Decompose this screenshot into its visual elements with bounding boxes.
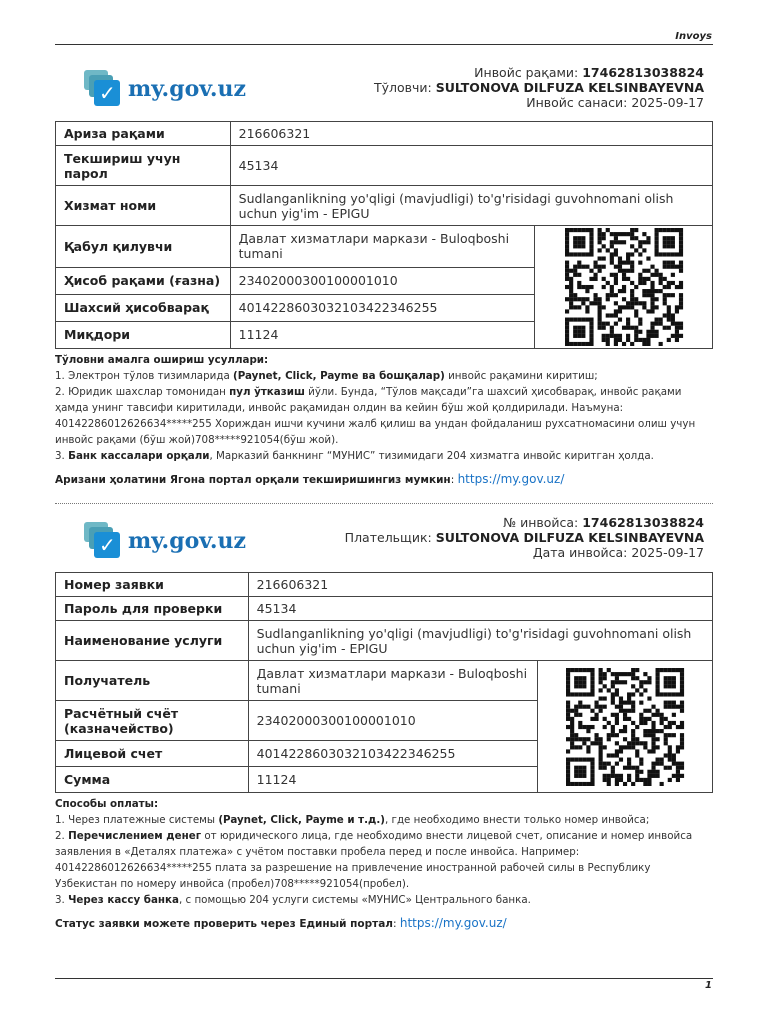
checkmark-logo-icon: ✓ [84,522,126,560]
portal-link[interactable]: https://my.gov.uz/ [457,472,565,486]
table-row: Қабул қилувчи Давлат хизматлари маркази - Buloqboshi tumani [56,226,713,268]
qr-cell [535,226,713,349]
portal-link[interactable]: https://my.gov.uz/ [399,916,507,930]
payment-methods-uz: Тўловни амалга ошириш усуллари: 1. Электрон тўлов тизимларида (Paynet, Click, Payme ва бошқалар) инвойс рақамини киритиш; 2. Юридик шахслар томонидан пул ўтказиш йўли. Бунда, “Тўлов мақсади”га шахсий ҳисобварақ, инвойс рақами ҳамда унинг тавсифи киритилади, инвойс рақамидан олдин ва кейин бўш жой қолдирилади. Наъмуна: 40142286012626634*****255 Хориждан ишчи кучини жалб қилиш ва ундан фойдаланиш рухсатномасини олиш учун инвойс рақами (бўш жой)708*****921054(бўш жой). 3. Банк кассалари орқали, Марказий банкнинг “МУНИС” тизимидаги 204 хизматга инвойс киритган ҳолда. [55,354,696,462]
top-rule [55,44,713,45]
table-row: Пароль для проверки 45134 [56,597,713,621]
invoice-table-uz [55,121,713,349]
table-row: Хизмат номи Sudlanganlikning yo'qligi (mavjudligi) to'g'risidagi guvohnomani olish uchun yig'im - EPIGU [56,186,713,226]
invoice-number: 17462813038824 [582,65,704,80]
payer-name: SULTONOVA DILFUZA KELSINBAYEVNA [435,80,704,95]
document-label: Invoys [675,31,712,42]
table-row: Получатель Давлат хизматлари маркази - Buloqboshi tumani [56,661,713,701]
qr-code-icon [564,228,684,346]
table-row: Номер заявки 216606321 [56,573,713,597]
invoice-header-uz: Инвойс рақами: 17462813038824 Тўловчи: SULTONOVA DILFUZA KELSINBAYEVNA Инвойс санаси: 2025-09-17 [373,65,704,110]
table-row: Ҳисоб рақами (ғазна) 23402000300100001010 [56,267,713,294]
table-row: Текшириш учун парол 45134 [56,146,713,186]
qr-cell [538,661,713,793]
portal-note-uz: Аризани ҳолатини Ягона портал орқали текширишингиз мумкин: https://my.gov.uz/ [55,472,565,486]
qr-code-icon [565,668,685,786]
invoice-table-ru [55,572,713,793]
page-number: 1 [705,980,712,991]
logo [84,522,246,560]
payment-methods-ru: Способы оплаты: 1. Через платежные системы (Paynet, Click, Payme и т.д.), где необходимо внести только номер инвойса; 2. Перечислением денег от юридического лица, где необходимо внести лицевой счет, описание и номер инвойса заявления в «Деталях платежа» с учётом поставки пробела перед и после инвойса. Например: 40142286012626634*****255 плата за разрешение на привлечение иностранной рабочей силы в Республику Узбекистан по номеру инвойса (пробел)708*****921054(пробел). 3. Через кассу банка, с помощью 204 услуги системы «МУНИС» Центрального банка. [55,798,693,906]
table-row: Шахсий ҳисобварақ 401422860303210342234625​5 [56,294,713,321]
invoice-number: 17462813038824 [582,515,704,530]
table-row: Расчётный счёт (казначейство) 23402000300100001010 [56,701,713,741]
cut-line [55,503,713,504]
logo-text: my.gov.uz [128,528,246,554]
payer-name: SULTONOVA DILFUZA KELSINBAYEVNA [435,530,704,545]
bottom-rule [55,978,713,979]
table-row: Сумма 11124 [56,767,713,793]
table-row: Миқдори 11124 [56,321,713,348]
table-row: Ариза рақами 216606321 [56,122,713,146]
portal-note-ru: Статус заявки можете проверить через Единый портал: https://my.gov.uz/ [55,916,507,930]
invoice-header-ru: № инвойса: 17462813038824 Плательщик: SULTONOVA DILFUZA KELSINBAYEVNA Дата инвойса: 2025-09-17 [344,515,704,560]
table-row: Наименование услуги Sudlanganlikning yo'qligi (mavjudligi) to'g'risidagi guvohnomani olish uchun yig'im - EPIGU [56,621,713,661]
checkmark-logo-icon: ✓ [84,70,126,108]
logo-text: my.gov.uz [128,76,246,102]
invoice-date: 2025-09-17 [631,95,704,110]
invoice-date: 2025-09-17 [631,545,704,560]
logo [84,70,246,108]
table-row: Лицевой счет 4014228603032103422346255 [56,741,713,767]
